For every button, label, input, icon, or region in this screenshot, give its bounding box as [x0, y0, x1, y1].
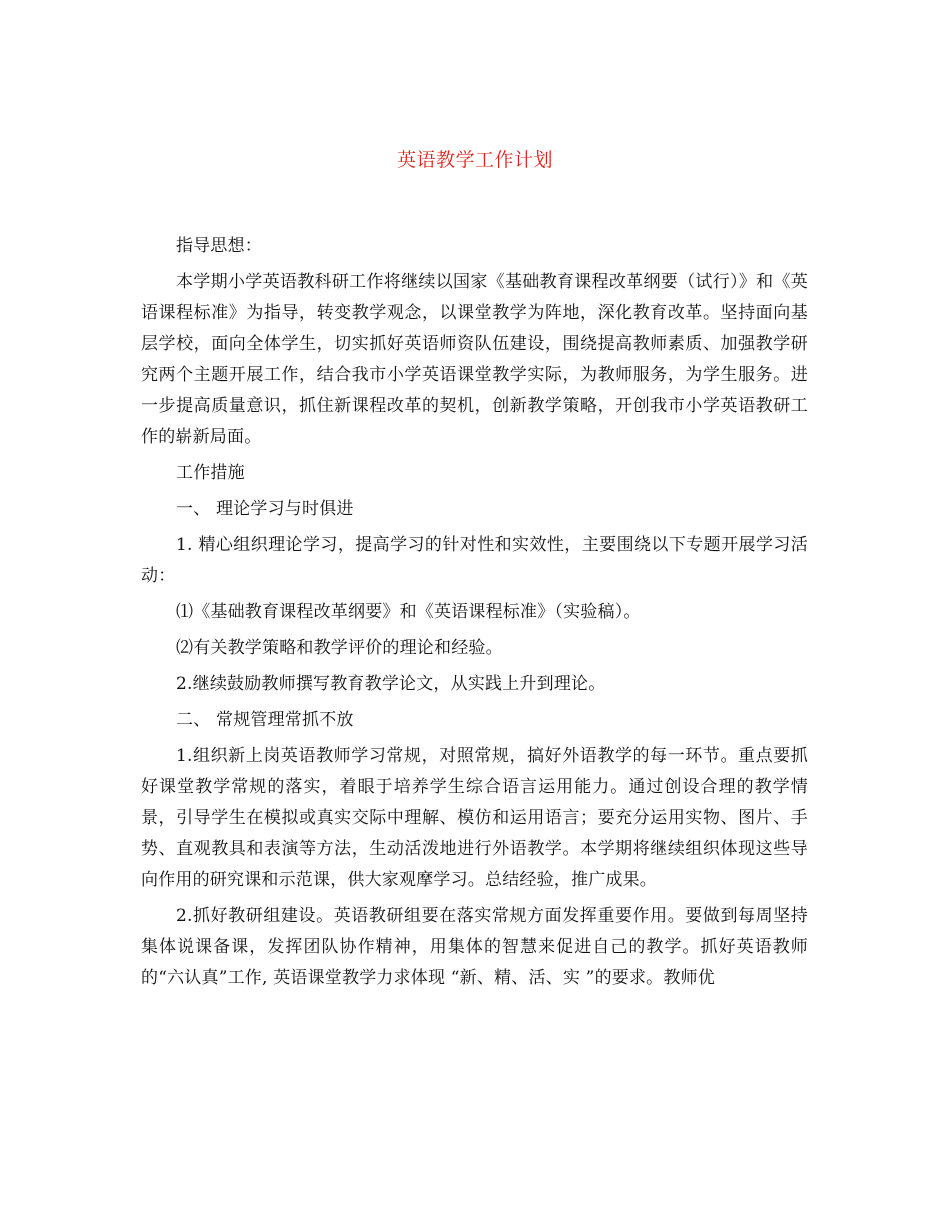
paragraph-guiding-thought: 本学期小学英语教科研工作将继续以国家《基础教育课程改革纲要（试行）》和《英语课程标准》为指导，转变教学观念，以课堂教学为阵地，深化教育改革。坚持面向基层学校，面向全体学生，切实抓好英语师资队伍建设，围绕提高教师素质、加强教学研究两个主题开展工作，结合我市小学英语课堂教学实际，为教师服务，为学生服务。进一步提高质量意识，抓住新课程改革的契机，创新教学策略，开创我市小学英语教研工作的崭新局面。	[141, 272, 808, 447]
paragraph-guiding-thought-heading: 指导思想：	[176, 236, 262, 256]
paragraph-encourage-papers: 2.继续鼓励教师撰写教育教学论文，从实践上升到理论。	[176, 674, 606, 694]
paragraph-work-measures-heading: 工作措施	[176, 463, 245, 483]
paragraph-research-group: 2.抓好教研组建设。英语教研组要在落实常规方面发挥重要作用。要做到每周坚持集体说课备课，发挥团队协作精神，用集体的智慧来促进自己的教学。抓好英语教师的“六认真”工作, 英语课堂教学力求体现 “新、精、活、实 ”的要求。教师优	[141, 906, 808, 988]
paragraph-list-item-2: ⑵有关教学策略和教学评价的理论和经验。	[176, 638, 503, 658]
paragraph-new-teachers: 1.组织新上岗英语教师学习常规，对照常规，搞好外语教学的每一环节。重点要抓好课堂教学常规的落实，着眼于培养学生综合语言运用能力。通过创设合理的教学情景，引导学生在模拟或真实交际中理解、模仿和运用语言；要充分运用实物、图片、手势、直观教具和表演等方法，生动活泼地进行外语教学。本学期将继续组织体现这些导向作用的研究课和示范课，供大家观摩学习。总结经验，推广成果。	[141, 746, 808, 890]
document-title: 英语教学工作计划	[396, 149, 553, 171]
paragraph-list-item-1: ⑴《基础教育课程改革纲要》和《英语课程标准》（实验稿）。	[176, 602, 641, 622]
paragraph-section-one-heading: 一、 理论学习与时俱进	[176, 499, 354, 519]
document-body	[141, 231, 808, 999]
paragraph-section-two-heading: 二、 常规管理常抓不放	[176, 710, 354, 730]
paragraph-theory-study: 1. 精心组织理论学习，提高学习的针对性和实效性，主要围绕以下专题开展学习活动：	[141, 535, 808, 586]
